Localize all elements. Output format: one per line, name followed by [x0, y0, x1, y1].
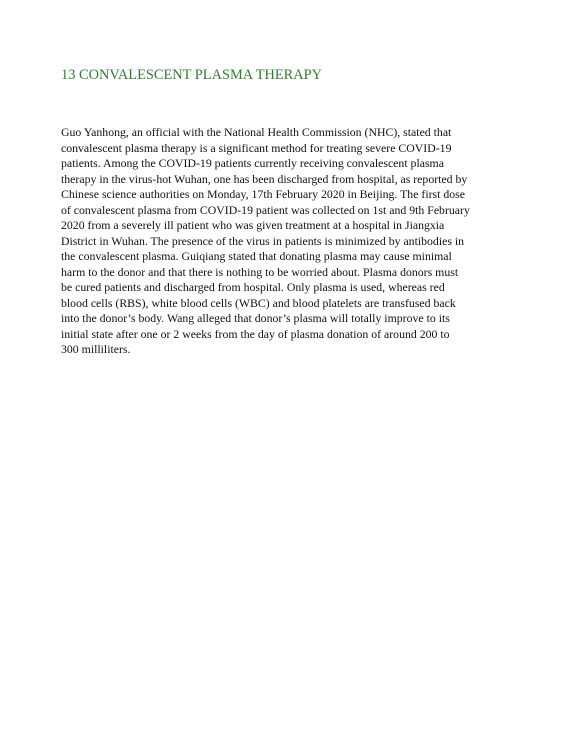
section-heading: 13 CONVALESCENT PLASMA THERAPY: [61, 67, 323, 83]
paragraph-line: Chinese science authorities on Monday, 17th February 2020 in Beijing. The first dose: [61, 187, 465, 201]
paragraph-line: the convalescent plasma. Guiqiang stated that donating plasma may cause minimal: [61, 249, 452, 263]
paragraph-line: 300 milliliters.: [61, 342, 131, 356]
paragraph-line: of convalescent plasma from COVID-19 patient was collected on 1st and 9th February: [61, 202, 470, 217]
paragraph-line: patients. Among the COVID-19 patients currently receiving convalescent plasma: [61, 156, 444, 170]
paragraph-line: Guo Yanhong, an official with the National Health Commission (NHC), stated that: [61, 125, 452, 139]
paragraph-line: therapy in the virus-hot Wuhan, one has been discharged from hospital, as reported by: [61, 171, 468, 186]
paragraph-line: blood cells (RBS), white blood cells (WBC) and blood platelets are transfused back: [61, 295, 456, 310]
paragraph-line: 2020 from a severely ill patient who was given treatment at a hospital in Jiangxia: [61, 218, 445, 232]
paragraph-line: initial state after one or 2 weeks from the day of plasma donation of around 200 to: [61, 326, 450, 341]
paragraph-line: be cured patients and discharged from hospital. Only plasma is used, whereas red: [61, 280, 445, 294]
paragraph-line: into the donor’s body. Wang alleged that donor’s plasma will totally improve to its: [61, 311, 450, 325]
paragraph-line: District in Wuhan. The presence of the virus in patients is minimized by antibodies in: [61, 233, 465, 248]
paragraph-line: convalescent plasma therapy is a significant method for treating severe COVID-19: [61, 140, 452, 155]
body-paragraph: [61, 125, 513, 358]
paragraph-line: harm to the donor and that there is nothing to be worried about. Plasma donors must: [61, 264, 459, 279]
